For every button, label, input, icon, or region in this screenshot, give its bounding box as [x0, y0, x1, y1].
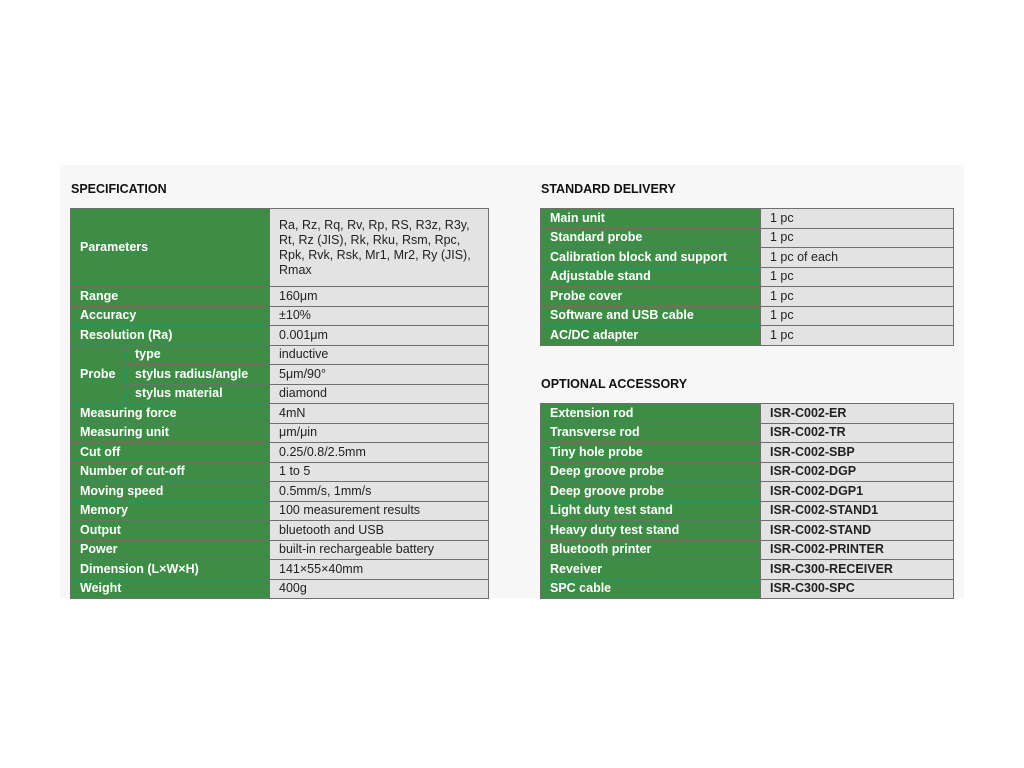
probe-label: Probe — [71, 345, 126, 404]
row-label: SPC cable — [541, 579, 761, 599]
table-row — [71, 560, 489, 580]
table-row — [71, 540, 489, 560]
parameters-label: Parameters — [71, 209, 270, 287]
row-value: ISR-C002-ER — [761, 404, 954, 424]
probe-sub-value: inductive — [270, 345, 489, 365]
table-row — [71, 326, 489, 346]
table-row — [541, 579, 954, 599]
row-label: Extension rod — [541, 404, 761, 424]
row-value: 141×55×40mm — [270, 560, 489, 580]
table-row — [541, 560, 954, 580]
row-label: Moving speed — [71, 482, 270, 502]
table-row — [541, 540, 954, 560]
table-row — [71, 306, 489, 326]
table-row — [71, 345, 489, 365]
probe-sub-label: stylus material — [126, 384, 270, 404]
table-row — [71, 404, 489, 424]
row-value: ISR-C002-DGP — [761, 462, 954, 482]
probe-sub-value: diamond — [270, 384, 489, 404]
row-label: Standard probe — [541, 228, 761, 248]
row-label: Measuring force — [71, 404, 270, 424]
row-label: Calibration block and support — [541, 248, 761, 268]
table-row — [71, 521, 489, 541]
table-row — [541, 326, 954, 346]
row-label: Range — [71, 287, 270, 307]
table-row — [71, 209, 489, 287]
row-label: Heavy duty test stand — [541, 521, 761, 541]
table-row — [71, 287, 489, 307]
row-value: bluetooth and USB — [270, 521, 489, 541]
row-label: Memory — [71, 501, 270, 521]
table-row — [71, 443, 489, 463]
table-row — [71, 384, 489, 404]
table-row — [541, 482, 954, 502]
row-value: ISR-C002-STAND1 — [761, 501, 954, 521]
row-label: Output — [71, 521, 270, 541]
row-label: Software and USB cable — [541, 306, 761, 326]
row-label: Resolution (Ra) — [71, 326, 270, 346]
table-row — [541, 267, 954, 287]
row-label: Probe cover — [541, 287, 761, 307]
row-value: ISR-C300-RECEIVER — [761, 560, 954, 580]
row-value: built-in rechargeable battery — [270, 540, 489, 560]
table-row — [541, 248, 954, 268]
row-value: 0.5mm/s, 1mm/s — [270, 482, 489, 502]
row-value: μm/μin — [270, 423, 489, 443]
row-label: Tiny hole probe — [541, 443, 761, 463]
table-row — [71, 482, 489, 502]
row-value: 1 pc — [761, 209, 954, 229]
row-value: 1 to 5 — [270, 462, 489, 482]
probe-sub-label: type — [126, 345, 270, 365]
table-row — [541, 287, 954, 307]
table-row — [541, 209, 954, 229]
table-row — [71, 462, 489, 482]
row-label: AC/DC adapter — [541, 326, 761, 346]
row-value: 100 measurement results — [270, 501, 489, 521]
row-label: Transverse rod — [541, 423, 761, 443]
probe-sub-label: stylus radius/angle — [126, 365, 270, 385]
row-label: Number of cut-off — [71, 462, 270, 482]
row-value: ±10% — [270, 306, 489, 326]
row-label: Reveiver — [541, 560, 761, 580]
row-value: 160μm — [270, 287, 489, 307]
row-value: 1 pc — [761, 267, 954, 287]
row-value: 1 pc of each — [761, 248, 954, 268]
row-label: Cut off — [71, 443, 270, 463]
row-value: ISR-C002-TR — [761, 423, 954, 443]
table-row — [541, 423, 954, 443]
optional-accessory-table — [540, 403, 954, 599]
row-value: 1 pc — [761, 306, 954, 326]
row-label: Deep groove probe — [541, 482, 761, 502]
optional-accessory-section — [540, 375, 954, 599]
standard-delivery-section — [540, 180, 954, 346]
row-label: Main unit — [541, 209, 761, 229]
standard-delivery-table — [540, 208, 954, 346]
row-value: ISR-C002-SBP — [761, 443, 954, 463]
table-row — [541, 443, 954, 463]
row-value: ISR-C300-SPC — [761, 579, 954, 599]
row-value: ISR-C002-PRINTER — [761, 540, 954, 560]
table-row — [71, 579, 489, 599]
row-value: 1 pc — [761, 228, 954, 248]
table-row — [541, 521, 954, 541]
table-row — [541, 501, 954, 521]
row-value: 1 pc — [761, 287, 954, 307]
table-row — [71, 423, 489, 443]
standard-delivery-title: STANDARD DELIVERY — [541, 182, 676, 196]
row-label: Bluetooth printer — [541, 540, 761, 560]
row-label: Deep groove probe — [541, 462, 761, 482]
row-label: Power — [71, 540, 270, 560]
table-row — [541, 306, 954, 326]
row-value: ISR-C002-STAND — [761, 521, 954, 541]
row-value: 0.25/0.8/2.5mm — [270, 443, 489, 463]
row-label: Accuracy — [71, 306, 270, 326]
parameters-value: Ra, Rz, Rq, Rv, Rp, RS, R3z, R3y, Rt, Rz (JIS), Rk, Rku, Rsm, Rpc, Rpk, Rvk, Rsk, Mr1, Mr2, Ry (JIS), Rmax — [270, 209, 489, 287]
optional-accessory-title: OPTIONAL ACCESSORY — [541, 377, 688, 391]
specification-title: SPECIFICATION — [71, 182, 167, 196]
row-label: Measuring unit — [71, 423, 270, 443]
row-value: 1 pc — [761, 326, 954, 346]
row-label: Weight — [71, 579, 270, 599]
probe-sub-value: 5μm/90° — [270, 365, 489, 385]
row-value: 400g — [270, 579, 489, 599]
row-label: Adjustable stand — [541, 267, 761, 287]
row-label: Light duty test stand — [541, 501, 761, 521]
specification-section — [70, 180, 489, 599]
row-value: ISR-C002-DGP1 — [761, 482, 954, 502]
specification-table — [70, 208, 489, 599]
row-value: 4mN — [270, 404, 489, 424]
row-label: Dimension (L×W×H) — [71, 560, 270, 580]
table-row — [71, 365, 489, 385]
table-row — [541, 404, 954, 424]
row-value: 0.001μm — [270, 326, 489, 346]
table-row — [541, 228, 954, 248]
table-row — [71, 501, 489, 521]
table-row — [541, 462, 954, 482]
